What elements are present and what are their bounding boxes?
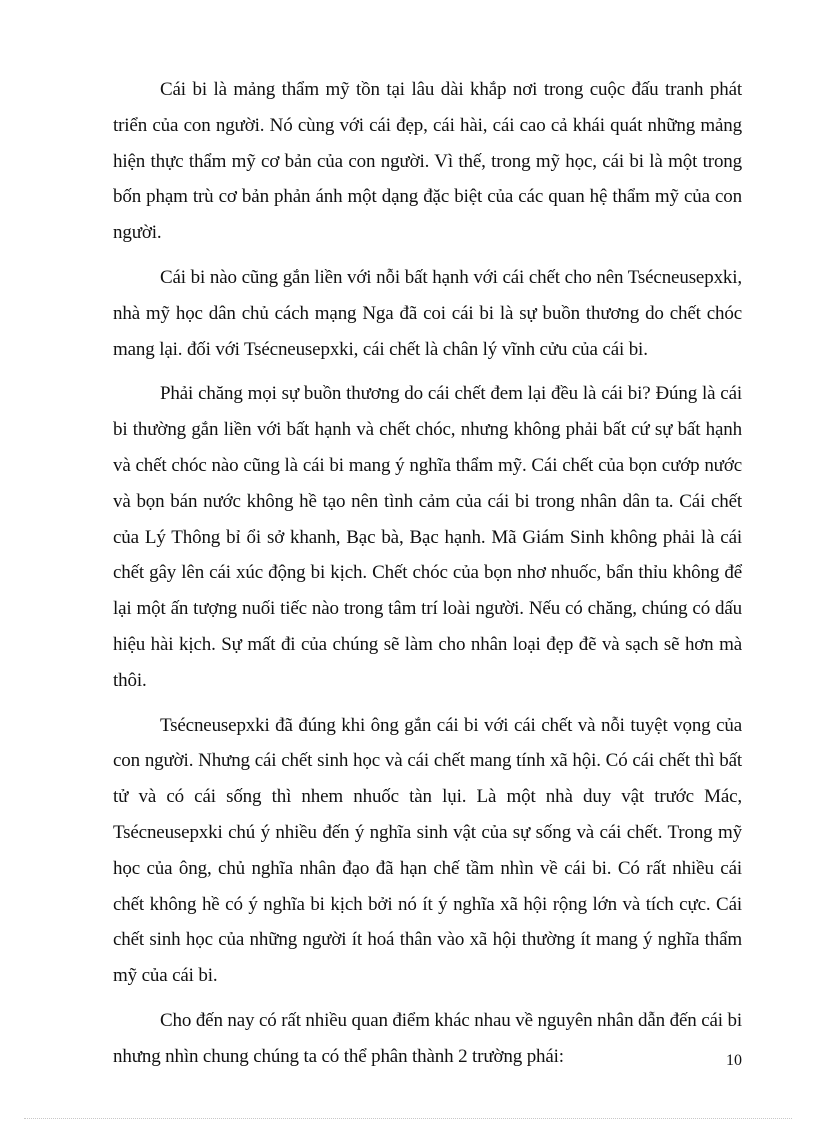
- paragraph-5: Cho đến nay có rất nhiều quan điểm khác nhau về nguyên nhân dẫn đến cái bi nhưng nhìn chung chúng ta có thể phân thành 2 trường phái:: [113, 1009, 742, 1067]
- paragraph-4: Tsécneusepxki đã đúng khi ông gắn cái bi với cái chết và nỗi tuyệt vọng của con người. Nhưng cái chết sinh học và cái chết mang tính xã hội. Có cái chết thì bất tử và có cái sống thì nhem nhuốc tàn lụi. Là một nhà duy vật trước Mác, Tsécneusepxki chú ý nhiều đến ý nghĩa sinh vật của sự sống và cái chết. Trong mỹ học của ông, chủ nghĩa nhân đạo đã hạn chế tầm nhìn về cái bi. Có rất nhiều cái chết không hề có ý nghĩa bi kịch bởi nó ít ý nghĩa xã hội rộng lớn và tích cực. Cái chết sinh học của những người ít hoá thân vào xã hội thường ít mang ý nghĩa thẩm mỹ của cái bi.: [113, 714, 742, 987]
- page-number: 10: [726, 1052, 742, 1069]
- paragraph-3: Phải chăng mọi sự buồn thương do cái chết đem lại đều là cái bi? Đúng là cái bi thường gắn liền với bất hạnh và chết chóc, nhưng không phải bất cứ sự bất hạnh và chết chóc nào cũng là cái bi mang ý nghĩa thẩm mỹ. Cái chết của bọn cướp nước và bọn bán nước không hề tạo nên tình cảm của cái bi trong nhân dân ta. Cái chết của Lý Thông bỉ ổi sở khanh, Bạc bà, Bạc hạnh. Mã Giám Sinh không phải là cái chết gây lên cái xúc động bi kịch. Chết chóc của bọn nhơ nhuốc, bẩn thỉu không để lại một ấn tượng nuối tiếc nào trong tâm trí loài người. Nếu có chăng, chúng có dấu hiệu hài kịch. Sự mất đi của chúng sẽ làm cho nhân loại đẹp đẽ và sạch sẽ hơn mà thôi.: [113, 383, 742, 691]
- paragraph-1: Cái bi là mảng thẩm mỹ tồn tại lâu dài khắp nơi trong cuộc đấu tranh phát triển của con người. Nó cùng với cái đẹp, cái hài, cái cao cả khái quát những mảng hiện thực thẩm mỹ cơ bản của con người. Vì thế, trong mỹ học, cái bi là một trong bốn phạm trù cơ bản phản ánh một dạng đặc biệt của các quan hệ thẩm mỹ của con người.: [113, 79, 742, 244]
- paragraph-2: Cái bi nào cũng gắn liền với nỗi bất hạnh với cái chết cho nên Tsécneusepxki, nhà mỹ học dân chủ cách mạng Nga đã coi cái bi là sự buồn thương do chết chóc mang lại. đối với Tsécneusepxki, cái chết là chân lý vĩnh cửu của cái bi.: [113, 266, 742, 360]
- document-body: [113, 72, 742, 1084]
- footer-dotted-rule: [24, 1118, 792, 1119]
